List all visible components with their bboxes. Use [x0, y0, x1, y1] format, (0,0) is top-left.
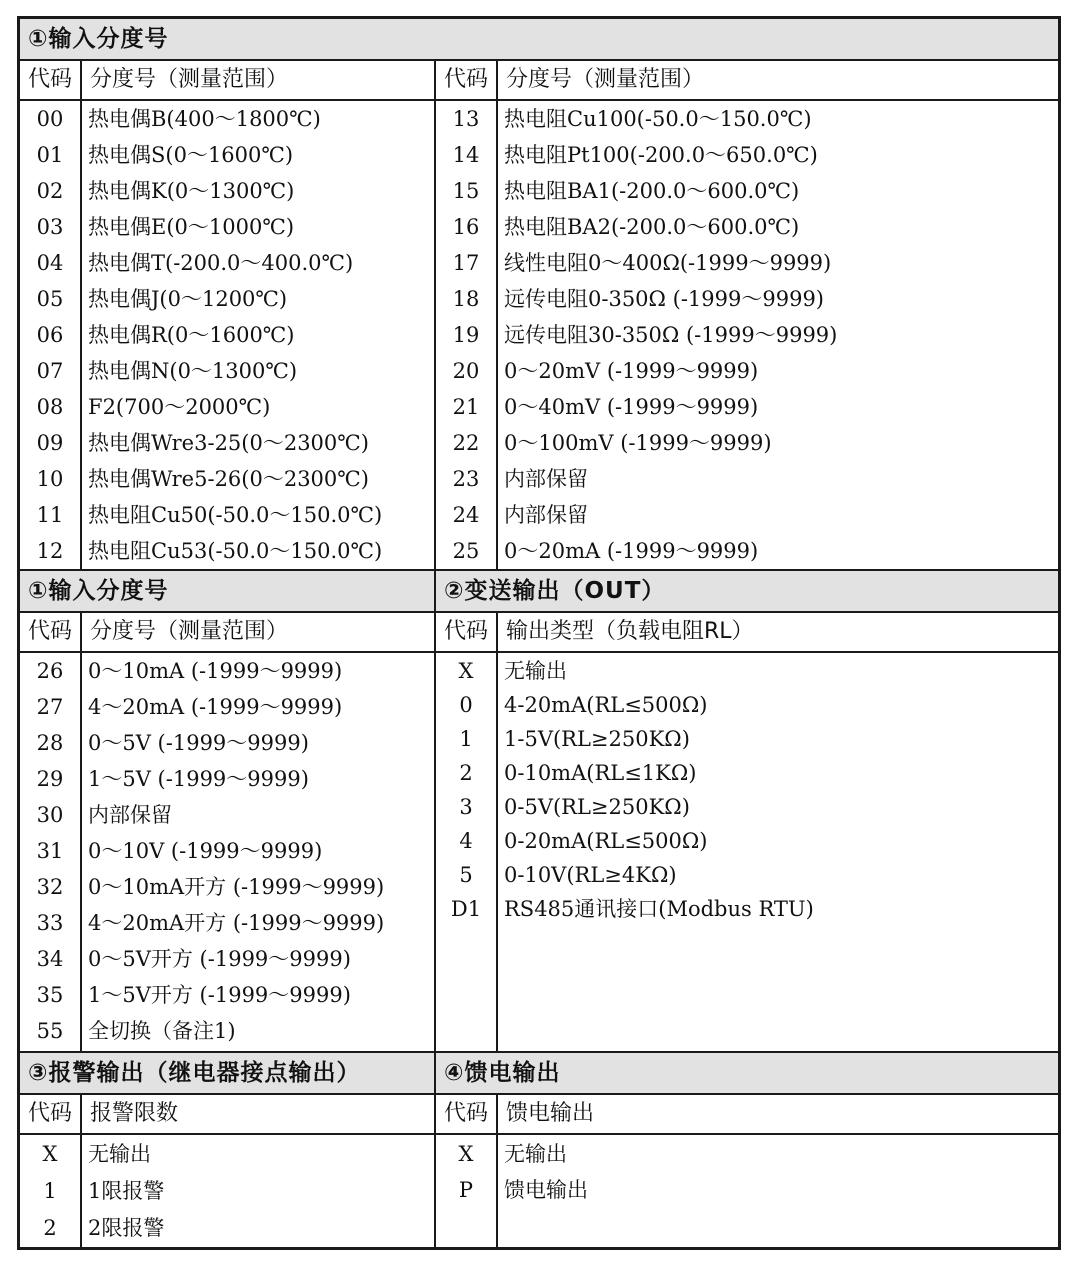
column-header-name: 分度号（测量范围） — [90, 619, 289, 644]
row-name: 全切换（备注1) — [88, 1019, 236, 1043]
row-name: 1-5V(RL≥250KΩ) — [504, 727, 690, 751]
row-name: 0-10V(RL≥4KΩ) — [504, 863, 677, 887]
row-name: 0～20mV (-1999～9999) — [504, 359, 759, 383]
row-name: 4～20mA开方 (-1999～9999) — [88, 911, 385, 935]
row-code: 01 — [36, 143, 64, 167]
row-name: 2限报警 — [88, 1216, 165, 1240]
row-code: 1 — [459, 727, 473, 751]
column-header-code: 代码 — [443, 619, 488, 644]
table-top-left — [20, 101, 434, 571]
row-name: 0～5V开方 (-1999～9999) — [88, 947, 351, 971]
row-code: 20 — [452, 359, 480, 383]
row-name: 内部保留 — [88, 803, 172, 827]
row-name: 0～20mA (-1999～9999) — [504, 539, 759, 563]
column-header-name: 报警限数 — [90, 1101, 179, 1126]
row-name: RS485通讯接口(Modbus RTU) — [504, 897, 814, 921]
row-code: 3 — [459, 795, 473, 819]
row-name: 热电阻Pt100(-200.0～650.0℃) — [504, 143, 818, 167]
row-name: 馈电输出 — [504, 1178, 588, 1202]
column-header-top-right — [436, 61, 1058, 101]
row-name: 无输出 — [504, 659, 567, 683]
row-code: X — [458, 659, 474, 683]
row-code: 2 — [43, 1216, 57, 1240]
row-code: 29 — [36, 767, 64, 791]
row-code: 4 — [459, 829, 473, 853]
row-code: 31 — [36, 839, 64, 863]
row-code: 55 — [36, 1019, 64, 1043]
row-code: 09 — [36, 431, 64, 455]
row-code: 10 — [36, 467, 64, 491]
row-name: 热电阻Cu53(-50.0～150.0℃) — [88, 539, 383, 563]
row-code: 35 — [36, 983, 64, 1007]
row-name: 0～100mV (-1999～9999) — [504, 431, 772, 455]
spec-sheet — [17, 16, 1061, 1250]
row-code: 07 — [36, 359, 64, 383]
row-code: 03 — [36, 215, 64, 239]
row-code: 28 — [36, 731, 64, 755]
column-header-mid-right — [436, 613, 1058, 653]
row-name: 远传电阻0-350Ω (-1999～9999) — [504, 287, 824, 311]
row-name: 热电阻Cu100(-50.0～150.0℃) — [504, 107, 812, 131]
row-code: 21 — [452, 395, 480, 419]
row-name: 0-10mA(RL≤1KΩ) — [504, 761, 697, 785]
table-bot-right — [436, 1135, 1058, 1247]
column-header-name: 馈电输出 — [506, 1101, 595, 1126]
column-header-bot-right — [436, 1095, 1058, 1135]
row-name: 0～5V (-1999～9999) — [88, 731, 309, 755]
column-header-code: 代码 — [27, 1101, 72, 1126]
column-header-name: 输出类型（负载电阻RL） — [506, 619, 754, 644]
row-name: 4-20mA(RL≤500Ω) — [504, 693, 708, 717]
row-code: 04 — [36, 251, 64, 275]
row-name: 热电偶Wre3-25(0～2300℃) — [88, 431, 369, 455]
column-header-name: 分度号（测量范围） — [506, 67, 705, 92]
row-name: 热电阻BA1(-200.0～600.0℃) — [504, 179, 800, 203]
row-code: X — [42, 1142, 58, 1166]
row-code: 24 — [452, 503, 480, 527]
row-name: 热电偶J(0～1200℃) — [88, 287, 288, 311]
row-code: 14 — [452, 143, 480, 167]
row-code: 27 — [36, 695, 64, 719]
row-code: 23 — [452, 467, 480, 491]
section-header-input-continued: ①输入分度号 — [20, 571, 434, 613]
row-name: 内部保留 — [504, 503, 588, 527]
column-header-code: 代码 — [27, 619, 72, 644]
row-name: 远传电阻30-350Ω (-1999～9999) — [504, 323, 838, 347]
row-name: 线性电阻0～400Ω(-1999～9999) — [504, 251, 832, 275]
row-code: 25 — [452, 539, 480, 563]
row-name: 无输出 — [504, 1142, 567, 1166]
row-code: X — [458, 1142, 474, 1166]
row-name: F2(700～2000℃) — [88, 395, 271, 419]
row-code: 30 — [36, 803, 64, 827]
row-code: 16 — [452, 215, 480, 239]
row-name: 1～5V开方 (-1999～9999) — [88, 983, 351, 1007]
section-header-transmit-output: ②变送输出（OUT） — [436, 571, 1058, 613]
row-code: P — [458, 1178, 474, 1202]
column-header-top-left — [20, 61, 436, 101]
row-name: 热电偶N(0～1300℃) — [88, 359, 298, 383]
row-name: 0～10mA开方 (-1999～9999) — [88, 875, 385, 899]
row-name: 1限报警 — [88, 1179, 165, 1203]
section-header-input: ①输入分度号 — [20, 19, 1058, 61]
row-code: 15 — [452, 179, 480, 203]
row-name: 1～5V (-1999～9999) — [88, 767, 309, 791]
row-code: 2 — [459, 761, 473, 785]
column-header-code: 代码 — [443, 1101, 488, 1126]
row-name: 无输出 — [88, 1142, 151, 1166]
row-code: 00 — [36, 107, 64, 131]
row-name: 热电阻BA2(-200.0～600.0℃) — [504, 215, 800, 239]
row-name: 0～40mV (-1999～9999) — [504, 395, 759, 419]
row-name: 0-5V(RL≥250KΩ) — [504, 795, 690, 819]
column-header-mid-left — [20, 613, 434, 653]
table-bot-left — [20, 1135, 434, 1247]
row-code: 17 — [452, 251, 480, 275]
row-name: 热电偶K(0～1300℃) — [88, 179, 295, 203]
row-code: 32 — [36, 875, 64, 899]
row-code: 33 — [36, 911, 64, 935]
table-top-right — [436, 101, 1058, 571]
row-name: 内部保留 — [504, 467, 588, 491]
column-header-code: 代码 — [27, 67, 72, 92]
row-code: 19 — [452, 323, 480, 347]
table-mid-right — [436, 653, 1058, 1051]
row-name: 0～10mA (-1999～9999) — [88, 659, 343, 683]
section-header-feed-output: ④馈电输出 — [436, 1053, 1058, 1095]
row-name: 热电偶E(0～1000℃) — [88, 215, 295, 239]
row-code: 22 — [452, 431, 480, 455]
row-name: 热电偶S(0～1600℃) — [88, 143, 294, 167]
row-code: 5 — [459, 863, 473, 887]
row-code: 02 — [36, 179, 64, 203]
row-name: 0-20mA(RL≤500Ω) — [504, 829, 708, 853]
row-name: 热电偶B(400～1800℃) — [88, 107, 321, 131]
row-code: 0 — [459, 693, 473, 717]
row-name: 热电偶R(0～1600℃) — [88, 323, 295, 347]
row-code: 06 — [36, 323, 64, 347]
row-code: 1 — [43, 1179, 57, 1203]
column-header-bot-left — [20, 1095, 434, 1135]
row-code: 13 — [452, 107, 480, 131]
row-code: D1 — [450, 897, 482, 921]
row-code: 08 — [36, 395, 64, 419]
row-name: 4～20mA (-1999～9999) — [88, 695, 343, 719]
row-code: 12 — [36, 539, 64, 563]
row-name: 热电偶Wre5-26(0～2300℃) — [88, 467, 369, 491]
row-code: 05 — [36, 287, 64, 311]
row-name: 热电偶T(-200.0～400.0℃) — [88, 251, 354, 275]
row-name: 热电阻Cu50(-50.0～150.0℃) — [88, 503, 383, 527]
row-code: 34 — [36, 947, 64, 971]
table-mid-left — [20, 653, 434, 1051]
column-header-code: 代码 — [443, 67, 488, 92]
row-code: 26 — [36, 659, 64, 683]
row-code: 18 — [452, 287, 480, 311]
row-name: 0～10V (-1999～9999) — [88, 839, 323, 863]
column-header-name: 分度号（测量范围） — [90, 67, 289, 92]
row-code: 11 — [36, 503, 64, 527]
section-header-alarm-output: ③报警输出（继电器接点输出） — [20, 1053, 434, 1095]
